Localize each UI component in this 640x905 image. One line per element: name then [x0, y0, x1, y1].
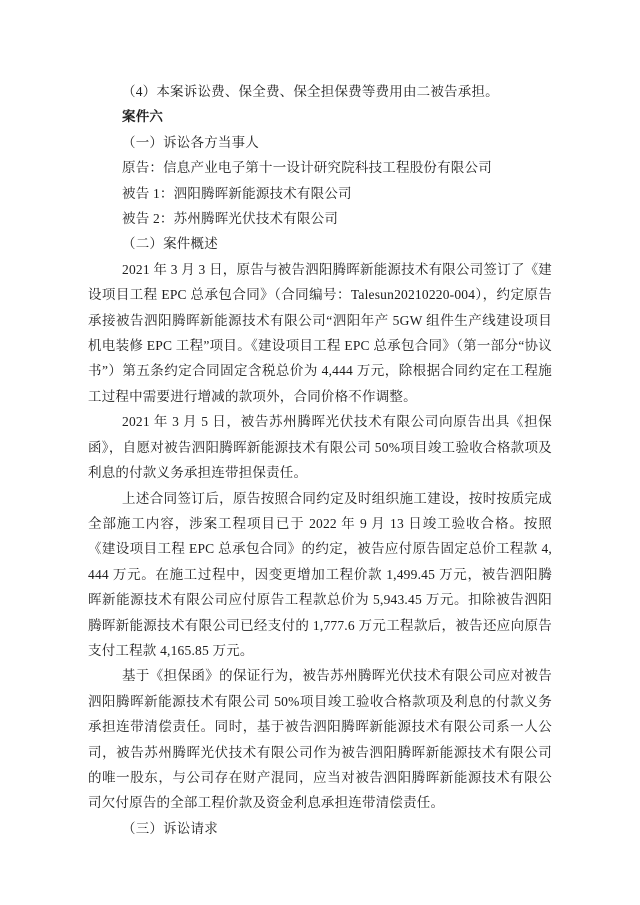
- section-overview-heading: （二）案件概述: [122, 236, 218, 252]
- defendant-1-line: 被告 1：泗阳腾晖新能源技术有限公司: [122, 185, 352, 201]
- section-claims-heading: （三）诉讼请求: [122, 820, 218, 836]
- defendant-2-line: 被告 2：苏州腾晖光伏技术有限公司: [122, 211, 339, 227]
- paragraph-joint-liability: 基于《担保函》的保证行为，被告苏州腾晖光伏技术有限公司应对被告泗阳腾晖新能源技术有限公司 50%项目竣工验收合格款项及利息的付款义务承担连带清偿责任。同时，基于被告泗阳腾晖新能源技术有限公司系一人公司，被告苏州腾晖光伏技术有限公司作为被告泗阳腾晖新能源技术有限公司的唯一股东，与公司存在财产混同，应当对被告泗阳腾晖新能源技术有限公司欠付原告的全部工程价款及资金利息承担连带清偿责任。: [88, 668, 552, 811]
- section-parties-heading: （一）诉讼各方当事人: [122, 134, 259, 150]
- paragraph-fee-clause: （4）本案诉讼费、保全费、保全担保费等费用由二被告承担。: [122, 84, 499, 99]
- case-six-heading: 案件六: [122, 109, 164, 125]
- plaintiff-line: 原告：信息产业电子第十一设计研究院科技工程股份有限公司: [122, 160, 492, 176]
- paragraph-guarantee-letter: 2021 年 3 月 5 日，被告苏州腾晖光伏技术有限公司向原告出具《担保函》，自愿对被告泗阳腾晖新能源技术有限公司 50%项目竣工验收合格款项及利息的付款义务承担连带担保责任。: [88, 414, 552, 481]
- document-body: [88, 79, 552, 841]
- paragraph-completion-payment: 上述合同签订后，原告按照合同约定及时组织施工建设，按时按质完成全部施工内容，涉案工程项目已于 2022 年 9 月 13 日竣工验收合格。按照《建设项目工程 EPC 总承包合同》的约定，被告应付原告固定总价工程款 4,444 万元。在施工过程中，因变更增加工程价款 1,499.45 万元，被告泗阳腾晖新能源技术有限公司应付原告工程款总价为 5,943.45 万元。扣除被告泗阳腾晖新能源技术有限公司已经支付的 1,777.6 万元工程款后，被告还应向原告支付工程款 4,165.85 万元。: [88, 490, 552, 658]
- paragraph-contract-signing: 2021 年 3 月 3 日，原告与被告泗阳腾晖新能源技术有限公司签订了《建设项目工程 EPC 总承包合同》（合同编号：Talesun20210220-004），约定原告承接被告泗阳腾晖新能源技术有限公司“泗阳年产 5GW 组件生产线建设项目机电装修 EPC 工程”项目。《建设项目工程 EPC 总承包合同》（第一部分“协议书”）第五条约定合同固定含税总价为 4,444 万元，除根据合同约定在工程施工过程中需要进行增减的款项外，合同价格不作调整。: [88, 261, 552, 404]
